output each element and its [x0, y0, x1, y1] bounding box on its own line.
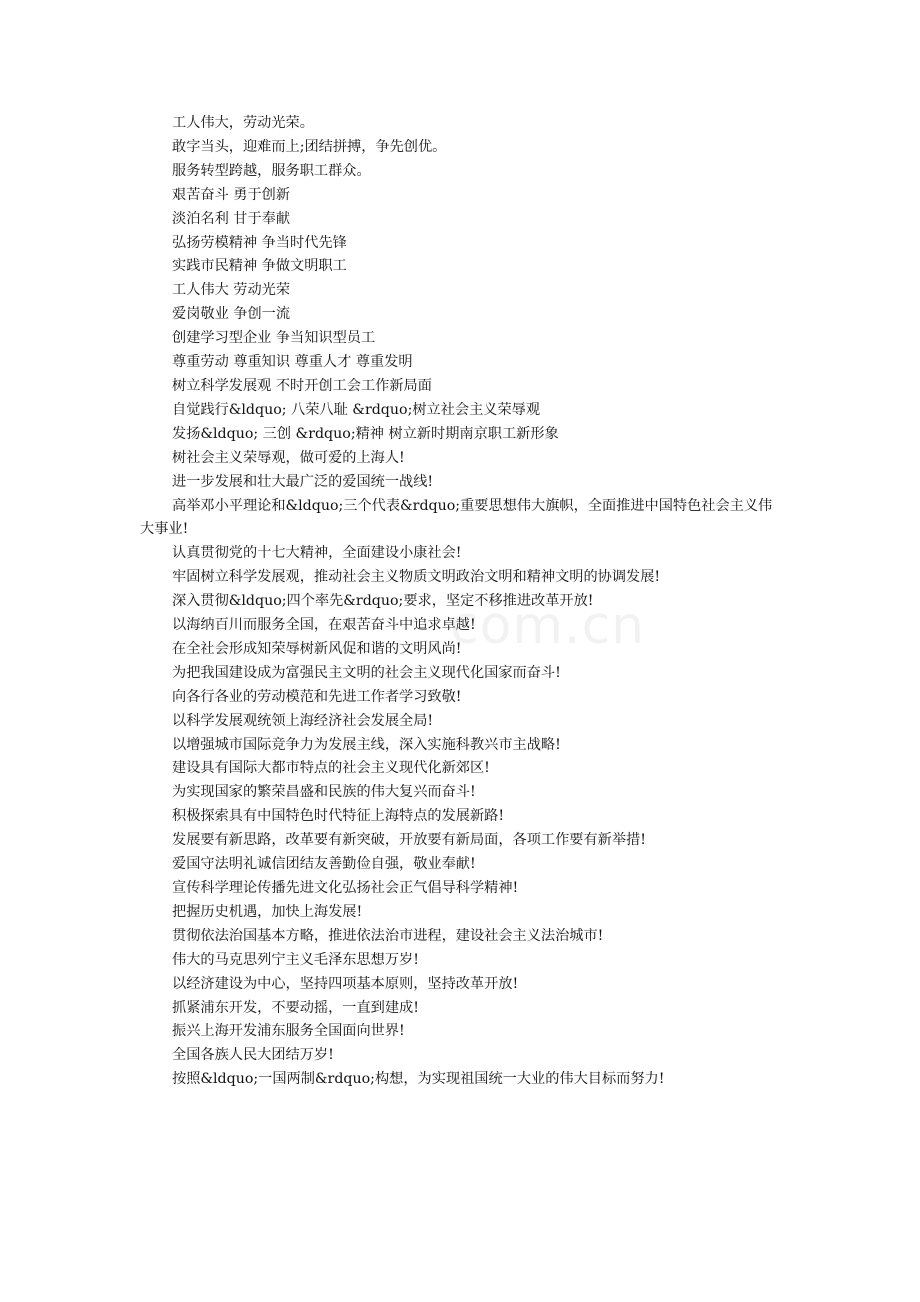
text-line: 树社会主义荣辱观，做可爱的上海人! — [172, 449, 405, 466]
text-line: 深入贯彻&ldquo;四个率先&rdquo;要求，坚定不移推进改革开放! — [172, 593, 594, 610]
text-line: 振兴上海开发浦东服务全国面向世界! — [172, 1023, 405, 1040]
text-line: 发展要有新思路，改革要有新突破，开放要有新局面，各项工作要有新举措! — [172, 832, 646, 849]
text-line: 为把我国建设成为富强民主文明的社会主义现代化国家而奋斗! — [172, 664, 561, 681]
text-line: 全国各族人民大团结万岁! — [172, 1047, 334, 1064]
text-line: 工人伟大 劳动光荣 — [172, 282, 291, 299]
text-line: 宣传科学理论传播先进文化弘扬社会正气倡导科学精神! — [172, 880, 519, 896]
text-line: 服务转型跨越，服务职工群众。 — [172, 162, 371, 179]
document-body — [140, 112, 785, 1092]
text-line: 认真贯彻党的十七大精神，全面建设小康社会! — [172, 545, 462, 562]
text-line: 淡泊名利 甘于奉献 — [172, 210, 291, 227]
text-line: 按照&ldquo;一国两制&rdquo;构想，为实现祖国统一大业的伟大目标而努力! — [172, 1071, 665, 1088]
text-line: 弘扬劳模精神 争当时代先锋 — [172, 234, 347, 251]
text-line: 树立科学发展观 不时开创工会工作新局面 — [172, 377, 432, 394]
text-line: 尊重劳动 尊重知识 尊重人才 尊重发明 — [172, 354, 413, 371]
text-line: 积极探索具有中国特色时代特征上海特点的发展新路! — [172, 808, 505, 825]
text-line: 以经济建设为中心，坚持四项基本原则，坚持改革开放! — [172, 975, 519, 992]
text-line: 以海纳百川而服务全国，在艰苦奋斗中追求卓越! — [172, 617, 476, 634]
text-line: 为实现国家的繁荣昌盛和民族的伟大复兴而奋斗! — [172, 784, 476, 801]
text-line: 发扬&ldquo; 三创 &rdquo;精神 树立新时期南京职工新形象 — [172, 425, 559, 442]
text-line: 进一步发展和壮大最广泛的爱国统一战线! — [172, 473, 434, 490]
text-line: 抓紧浦东开发，不要动摇，一直到建成! — [172, 999, 419, 1016]
text-line: 艰苦奋斗 勇于创新 — [172, 186, 291, 203]
text-line: 牢固树立科学发展观，推动社会主义物质文明政治文明和精神文明的协调发展! — [172, 569, 661, 586]
text-line: 把握历史机遇，加快上海发展! — [172, 903, 363, 920]
text-line: 贯彻依法治国基本方略，推进依法治市进程，建设社会主义法治城市! — [172, 927, 604, 944]
text-line: 自觉践行&ldquo; 八荣八耻 &rdquo;树立社会主义荣辱观 — [172, 401, 541, 418]
text-line: 创建学习型企业 争当知识型员工 — [172, 330, 376, 347]
text-line: 以增强城市国际竞争力为发展主线，深入实施科教兴市主战略! — [172, 736, 561, 753]
text-line: 以科学发展观统领上海经济社会发展全局! — [172, 712, 434, 729]
text-line: 向各行各业的劳动模范和先进工作者学习致敬! — [172, 688, 462, 705]
watermark: com.cn — [450, 596, 646, 656]
text-line: 爱岗敬业 争创一流 — [172, 306, 291, 323]
text-line: 高举邓小平理论和&ldquo;三个代表&rdquo;重要思想伟大旗帜，全面推进中国特色社会主义伟大事业! — [140, 497, 773, 538]
text-line: 爱国守法明礼诚信团结友善勤俭自强，敬业奉献! — [172, 856, 476, 873]
text-line: 实践市民精神 争做文明职工 — [172, 258, 347, 275]
text-line: 在全社会形成知荣辱树新风促和谐的文明风尚! — [172, 640, 462, 657]
text-line: 敢字当头，迎难而上;团结拼搏，争先创优。 — [172, 138, 447, 155]
text-line: 建设具有国际大都市特点的社会主义现代化新郊区! — [172, 760, 490, 777]
text-line: 伟大的马克思列宁主义毛泽东思想万岁! — [172, 951, 419, 968]
text-line: 工人伟大，劳动光荣。 — [172, 115, 314, 131]
